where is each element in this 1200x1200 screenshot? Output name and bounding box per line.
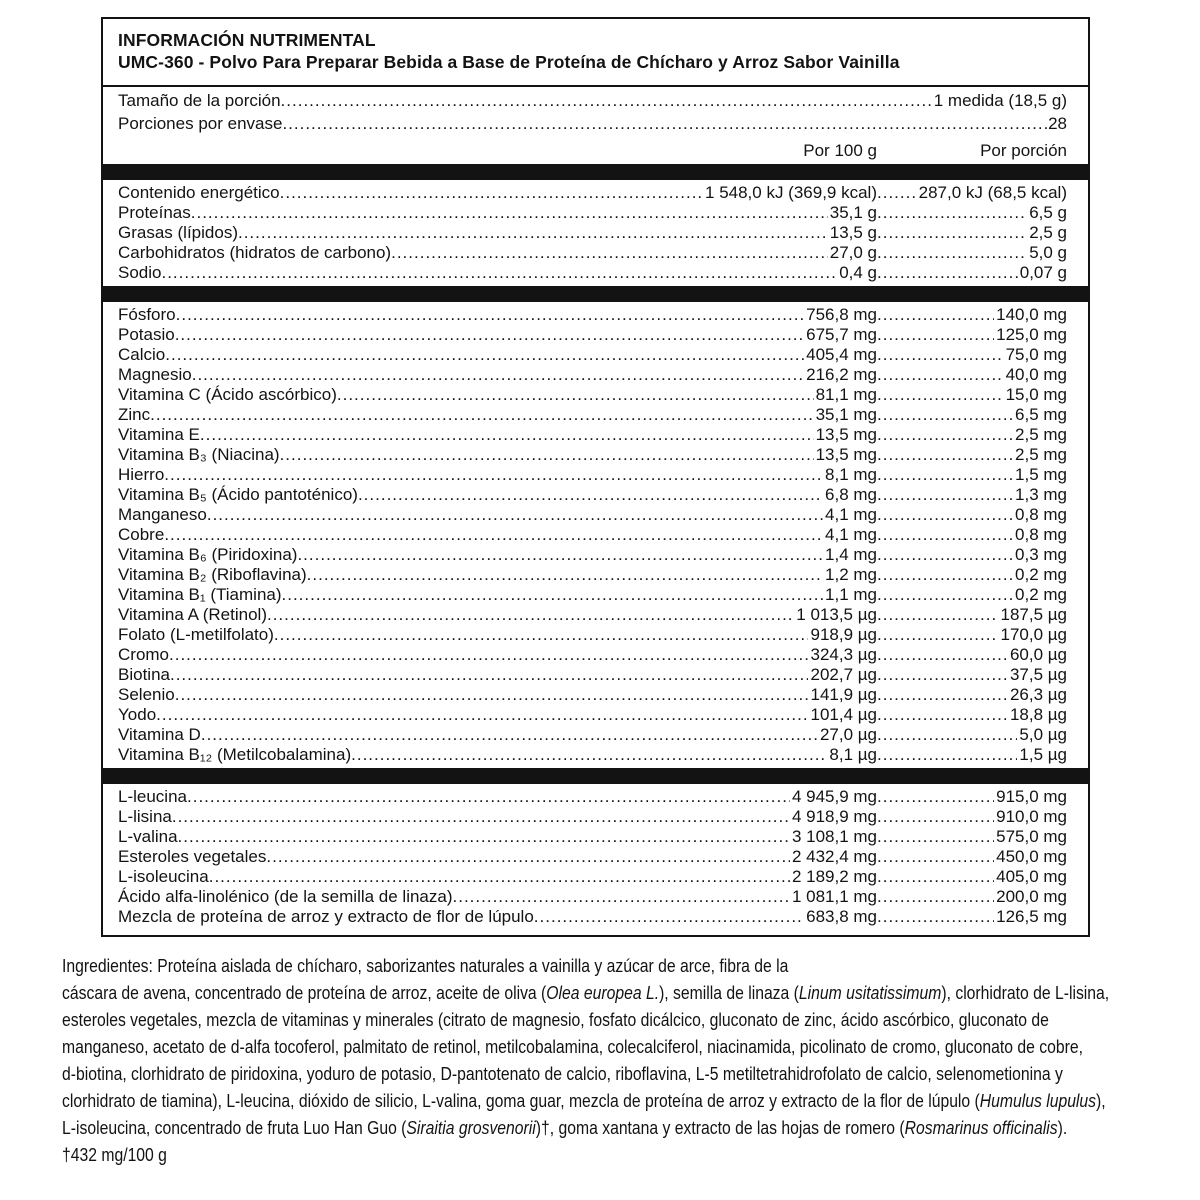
per-100g-value: 1 081,1 mg — [791, 887, 877, 906]
dot-leader — [877, 685, 1008, 705]
dot-leader — [877, 907, 994, 927]
nutrient-row — [118, 745, 1067, 765]
dot-leader — [877, 505, 1013, 525]
dot-leader — [192, 365, 804, 385]
product-subtitle: UMC-360 - Polvo Para Preparar Bebida a Base de Proteína de Chícharo y Arroz Sabor Vainilla — [118, 52, 900, 72]
serving-info — [118, 89, 1067, 135]
dot-leader — [281, 89, 934, 112]
dot-leader — [877, 725, 1017, 745]
dot-leader — [176, 305, 804, 325]
dot-leader — [877, 585, 1013, 605]
dot-leader — [877, 665, 1008, 685]
dot-leader — [877, 223, 1027, 243]
nutrient-row — [118, 585, 1067, 605]
thin-divider — [103, 85, 1088, 87]
per-serving-value: 126,5 mg — [996, 907, 1067, 926]
per-100g-value: 4 945,9 mg — [791, 787, 877, 806]
nutrient-label: Zinc — [118, 405, 151, 424]
ingredients-line: cáscara de avena, concentrado de proteína de arroz, aceite de oliva (Olea europea L.), semilla de linaza (Linum usitatissimum), clorhidrato de L-lisina, — [62, 982, 1110, 1003]
dot-leader — [238, 223, 828, 243]
per-serving-value: 910,0 mg — [996, 807, 1067, 826]
nutrient-row — [118, 565, 1067, 585]
dot-leader — [877, 745, 1017, 765]
nutrient-label: Selenio — [118, 685, 175, 704]
nutrient-label: Calcio — [118, 345, 166, 364]
column-headers — [118, 141, 1067, 161]
per-serving-value: 1,5 mg — [1015, 465, 1067, 484]
dot-leader — [175, 685, 809, 705]
dot-leader — [191, 203, 828, 223]
nutrient-row — [118, 887, 1067, 907]
nutrient-label: Grasas (lípidos) — [118, 223, 238, 242]
nutrient-row — [118, 485, 1067, 505]
nutrient-label: Hierro — [118, 465, 165, 484]
per-100g-value: 405,4 mg — [806, 345, 877, 364]
nutrient-row — [118, 867, 1067, 887]
per-serving-value: 2,5 g — [1029, 223, 1067, 242]
ingredients-line: L-isoleucina, concentrado de fruta Luo Han Guo (Siraitia grosvenorii)†, goma xantana y extracto de las hojas de romero (Rosmarinus officinalis). — [62, 1117, 1068, 1138]
per-100g-value: 4,1 mg — [825, 505, 877, 524]
dot-leader — [877, 787, 994, 807]
dot-leader — [172, 807, 790, 827]
dot-leader — [358, 485, 823, 505]
per-100g-value: 81,1 mg — [815, 385, 877, 404]
nutrient-label: Contenido energético — [118, 183, 280, 202]
dot-leader — [170, 665, 809, 685]
per-serving-value: 2,5 mg — [1015, 425, 1067, 444]
col-header-per-serving: Por porción — [980, 141, 1067, 160]
nutrient-row — [118, 645, 1067, 665]
nutrient-row — [118, 223, 1067, 243]
dot-leader — [877, 183, 917, 203]
per-serving-value: 75,0 mg — [1005, 345, 1067, 364]
dot-leader — [877, 365, 1004, 385]
per-100g-value: 27,0 µg — [819, 725, 877, 744]
per-100g-value: 683,8 mg — [806, 907, 877, 926]
dot-leader — [307, 565, 823, 585]
serving-row — [118, 89, 1067, 112]
nutrient-label: Proteínas — [118, 203, 191, 222]
nutrient-row — [118, 907, 1067, 927]
ingredients-lines — [62, 952, 1125, 1141]
per-serving-value: 5,0 g — [1029, 243, 1067, 262]
per-100g-value: 4,1 mg — [825, 525, 877, 544]
per-100g-value: 27,0 g — [829, 243, 877, 262]
nutrient-label: Vitamina B₆ (Piridoxina) — [118, 545, 298, 564]
nutrient-label: L-isoleucina — [118, 867, 209, 886]
nutrient-row — [118, 847, 1067, 867]
nutrient-row — [118, 385, 1067, 405]
dot-leader — [282, 585, 824, 605]
energy-macros-section — [118, 183, 1067, 283]
per-100g-value: 6,8 mg — [825, 485, 877, 504]
per-serving-value: 125,0 mg — [996, 325, 1067, 344]
nutrient-label: Folato (L-metilfolato) — [118, 625, 274, 644]
dot-leader — [453, 887, 790, 907]
nutrient-row — [118, 685, 1067, 705]
nutrient-label: Mezcla de proteína de arroz y extracto de flor de lúpulo — [118, 907, 534, 926]
dot-leader — [877, 485, 1013, 505]
per-100g-value: 101,4 µg — [810, 705, 877, 724]
nutrient-row — [118, 445, 1067, 465]
dot-leader — [877, 325, 994, 345]
divider-bar — [103, 164, 1088, 180]
serving-value: 28 — [1048, 114, 1067, 133]
nutrient-row — [118, 425, 1067, 445]
per-serving-value: 405,0 mg — [996, 867, 1067, 886]
nutrient-label: Fósforo — [118, 305, 176, 324]
per-serving-value: 26,3 µg — [1009, 685, 1067, 704]
per-100g-value: 4 918,9 mg — [791, 807, 877, 826]
dot-leader — [391, 243, 828, 263]
nutrient-label: Cromo — [118, 645, 170, 664]
nutrient-label: Vitamina B₃ (Niacina) — [118, 445, 280, 464]
nutrient-row — [118, 203, 1067, 223]
nutrient-label: Manganeso — [118, 505, 207, 524]
per-serving-value: 6,5 mg — [1015, 405, 1067, 424]
per-100g-value: 13,5 mg — [815, 425, 877, 444]
dot-leader — [150, 405, 813, 425]
nutrient-label: Carbohidratos (hidratos de carbono) — [118, 243, 392, 262]
ingredients-line: esteroles vegetales, mezcla de vitaminas y minerales (citrato de magnesio, fosfato dicálcico, gluconato de zinc, ácido ascórbico, gluconato de — [62, 1009, 1049, 1030]
dot-leader — [165, 345, 804, 365]
dot-leader — [877, 203, 1027, 223]
dot-leader — [164, 465, 823, 485]
serving-row — [118, 112, 1067, 135]
per-serving-value: 0,07 g — [1019, 263, 1067, 282]
dot-leader — [877, 625, 998, 645]
per-100g-value: 1 013,5 µg — [796, 605, 877, 624]
per-serving-value: 0,8 mg — [1015, 525, 1067, 544]
nutrient-row — [118, 545, 1067, 565]
per-serving-value: 0,3 mg — [1015, 545, 1067, 564]
dot-leader — [200, 425, 814, 445]
per-serving-value: 1,3 mg — [1015, 485, 1067, 504]
nutrient-row — [118, 827, 1067, 847]
per-serving-value: 140,0 mg — [996, 305, 1067, 324]
amino-acids-section — [118, 787, 1067, 927]
per-100g-value: 8,1 µg — [829, 745, 877, 764]
dot-leader — [877, 887, 994, 907]
nutrient-row — [118, 243, 1067, 263]
per-serving-value: 200,0 mg — [996, 887, 1067, 906]
per-100g-value: 2 432,4 mg — [791, 847, 877, 866]
nutrient-row — [118, 263, 1067, 283]
ingredients-paragraph — [62, 952, 1125, 1168]
nutrient-label: Vitamina D — [118, 725, 201, 744]
footnote: †432 mg/100 g — [62, 1144, 167, 1165]
nutrient-label: Cobre — [118, 525, 165, 544]
nutrient-label: L-leucina — [118, 787, 187, 806]
dot-leader — [877, 645, 1008, 665]
dot-leader — [877, 405, 1013, 425]
per-serving-value: 287,0 kJ (68,5 kcal) — [918, 183, 1067, 202]
divider-bar — [103, 286, 1088, 302]
nutrient-label: Vitamina B₁₂ (Metilcobalamina) — [118, 745, 352, 764]
dot-leader — [161, 263, 837, 283]
per-serving-value: 0,2 mg — [1015, 585, 1067, 604]
nutrient-row — [118, 305, 1067, 325]
divider-bar — [103, 768, 1088, 784]
nutrient-label: Vitamina A (Retinol) — [118, 605, 267, 624]
dot-leader — [877, 545, 1013, 565]
per-serving-value: 0,2 mg — [1015, 565, 1067, 584]
per-serving-value: 2,5 mg — [1015, 445, 1067, 464]
per-serving-value: 0,8 mg — [1015, 505, 1067, 524]
nutrient-label: Vitamina C (Ácido ascórbico) — [118, 385, 337, 404]
per-serving-value: 915,0 mg — [996, 787, 1067, 806]
per-serving-value: 6,5 g — [1029, 203, 1067, 222]
per-100g-value: 2 189,2 mg — [791, 867, 877, 886]
per-serving-value: 187,5 µg — [1000, 605, 1067, 624]
dot-leader — [877, 345, 1004, 365]
per-100g-value: 1 548,0 kJ (369,9 kcal) — [705, 183, 877, 202]
nutrient-label: Biotina — [118, 665, 170, 684]
ingredients-line: Ingredientes: Proteína aislada de chícharo, saborizantes naturales a vainilla y azúcar de arce, fibra de la — [62, 955, 789, 976]
per-serving-value: 37,5 µg — [1009, 665, 1067, 684]
nutrient-row — [118, 807, 1067, 827]
nutrient-label: Vitamina B₅ (Ácido pantoténico) — [118, 485, 358, 504]
nutrient-row — [118, 665, 1067, 685]
serving-label: Tamaño de la porción — [118, 91, 281, 110]
per-100g-value: 0,4 g — [839, 263, 877, 282]
dot-leader — [201, 725, 818, 745]
nutrient-label: Ácido alfa-linolénico (de la semilla de linaza) — [118, 887, 453, 906]
per-100g-value: 8,1 mg — [825, 465, 877, 484]
dot-leader — [280, 445, 814, 465]
nutrient-label: Sodio — [118, 263, 162, 282]
dot-leader — [877, 445, 1013, 465]
dot-leader — [178, 827, 790, 847]
nutrient-row — [118, 787, 1067, 807]
nutrient-label: Vitamina B₁ (Tiamina) — [118, 585, 282, 604]
nutrient-row — [118, 505, 1067, 525]
dot-leader — [274, 625, 809, 645]
per-100g-value: 675,7 mg — [806, 325, 877, 344]
dot-leader — [877, 305, 994, 325]
per-serving-value: 40,0 mg — [1005, 365, 1067, 384]
nutrient-row — [118, 325, 1067, 345]
per-100g-value: 35,1 mg — [815, 405, 877, 424]
per-100g-value: 13,5 g — [829, 223, 877, 242]
per-100g-value: 216,2 mg — [806, 365, 877, 384]
dot-leader — [534, 907, 804, 927]
nutrient-row — [118, 605, 1067, 625]
dot-leader — [877, 847, 994, 867]
per-serving-value: 450,0 mg — [996, 847, 1067, 866]
serving-value: 1 medida (18,5 g) — [933, 91, 1067, 110]
dot-leader — [156, 705, 808, 725]
per-100g-value: 1,2 mg — [825, 565, 877, 584]
ingredients-line: manganeso, acetato de d-alfa tocoferol, palmitato de retinol, metilcobalamina, colecalciferol, niacinamida, picolinato de cromo, gluconato de cobre, — [62, 1036, 1083, 1057]
dot-leader — [297, 545, 823, 565]
ingredients-line: d-biotina, clorhidrato de piridoxina, yoduro de potasio, D-pantotenato de calcio, riboflavina, L-5 metiltetrahidrofolato de calcio, selenometionina y — [62, 1063, 1063, 1084]
dot-leader — [164, 525, 823, 545]
nutrient-row — [118, 405, 1067, 425]
nutrient-label: Yodo — [118, 705, 157, 724]
per-serving-value: 575,0 mg — [996, 827, 1067, 846]
dot-leader — [877, 867, 994, 887]
dot-leader — [280, 183, 703, 203]
nutrient-row — [118, 365, 1067, 385]
nutrient-label: L-valina — [118, 827, 178, 846]
col-header-per-100g: Por 100 g — [803, 141, 877, 160]
per-serving-value: 170,0 µg — [1000, 625, 1067, 644]
dot-leader — [877, 385, 1004, 405]
per-100g-value: 141,9 µg — [810, 685, 877, 704]
per-100g-value: 756,8 mg — [806, 305, 877, 324]
nutrient-row — [118, 525, 1067, 545]
dot-leader — [877, 243, 1027, 263]
dot-leader — [877, 465, 1013, 485]
nutrient-row — [118, 345, 1067, 365]
dot-leader — [267, 605, 794, 625]
nutrient-row — [118, 705, 1067, 725]
dot-leader — [877, 565, 1013, 585]
per-100g-value: 1,1 mg — [825, 585, 877, 604]
dot-leader — [282, 112, 1048, 135]
serving-label: Porciones por envase — [118, 114, 283, 133]
dot-leader — [266, 847, 790, 867]
per-100g-value: 3 108,1 mg — [791, 827, 877, 846]
nutrient-label: Vitamina E — [118, 425, 200, 444]
per-100g-value: 918,9 µg — [810, 625, 877, 644]
dot-leader — [209, 867, 790, 887]
per-100g-value: 324,3 µg — [810, 645, 877, 664]
nutrient-label: Potasio — [118, 325, 175, 344]
dot-leader — [207, 505, 823, 525]
dot-leader — [877, 807, 994, 827]
ingredients-line: clorhidrato de tiamina), L-leucina, dióxido de silicio, L-valina, goma guar, mezcla de proteína de arroz y extracto de la flor de lúpulo (Humulus lupulus), — [62, 1090, 1106, 1111]
dot-leader — [877, 827, 994, 847]
nutrient-row — [118, 725, 1067, 745]
per-100g-value: 202,7 µg — [810, 665, 877, 684]
dot-leader — [337, 385, 814, 405]
dot-leader — [175, 325, 804, 345]
dot-leader — [877, 263, 1018, 283]
nutrient-label: Vitamina B₂ (Riboflavina) — [118, 565, 307, 584]
nutrition-facts-panel — [101, 17, 1090, 937]
per-100g-value: 1,4 mg — [825, 545, 877, 564]
nutrient-row — [118, 625, 1067, 645]
per-serving-value: 60,0 µg — [1009, 645, 1067, 664]
nutrient-label: L-lisina — [118, 807, 172, 826]
dot-leader — [877, 525, 1013, 545]
dot-leader — [351, 745, 827, 765]
dot-leader — [877, 425, 1013, 445]
nutrient-row — [118, 183, 1067, 203]
dot-leader — [187, 787, 790, 807]
nutrient-label: Esteroles vegetales — [118, 847, 267, 866]
dot-leader — [877, 705, 1008, 725]
vitamins-minerals-section — [118, 305, 1067, 765]
dot-leader — [877, 605, 998, 625]
per-100g-value: 13,5 mg — [815, 445, 877, 464]
nutrient-label: Magnesio — [118, 365, 192, 384]
per-serving-value: 15,0 mg — [1005, 385, 1067, 404]
per-serving-value: 5,0 µg — [1019, 725, 1067, 744]
panel-title: INFORMACIÓN NUTRIMENTAL — [118, 30, 376, 50]
dot-leader — [169, 645, 808, 665]
nutrient-row — [118, 465, 1067, 485]
per-serving-value: 18,8 µg — [1009, 705, 1067, 724]
per-serving-value: 1,5 µg — [1019, 745, 1067, 764]
per-100g-value: 35,1 g — [829, 203, 877, 222]
